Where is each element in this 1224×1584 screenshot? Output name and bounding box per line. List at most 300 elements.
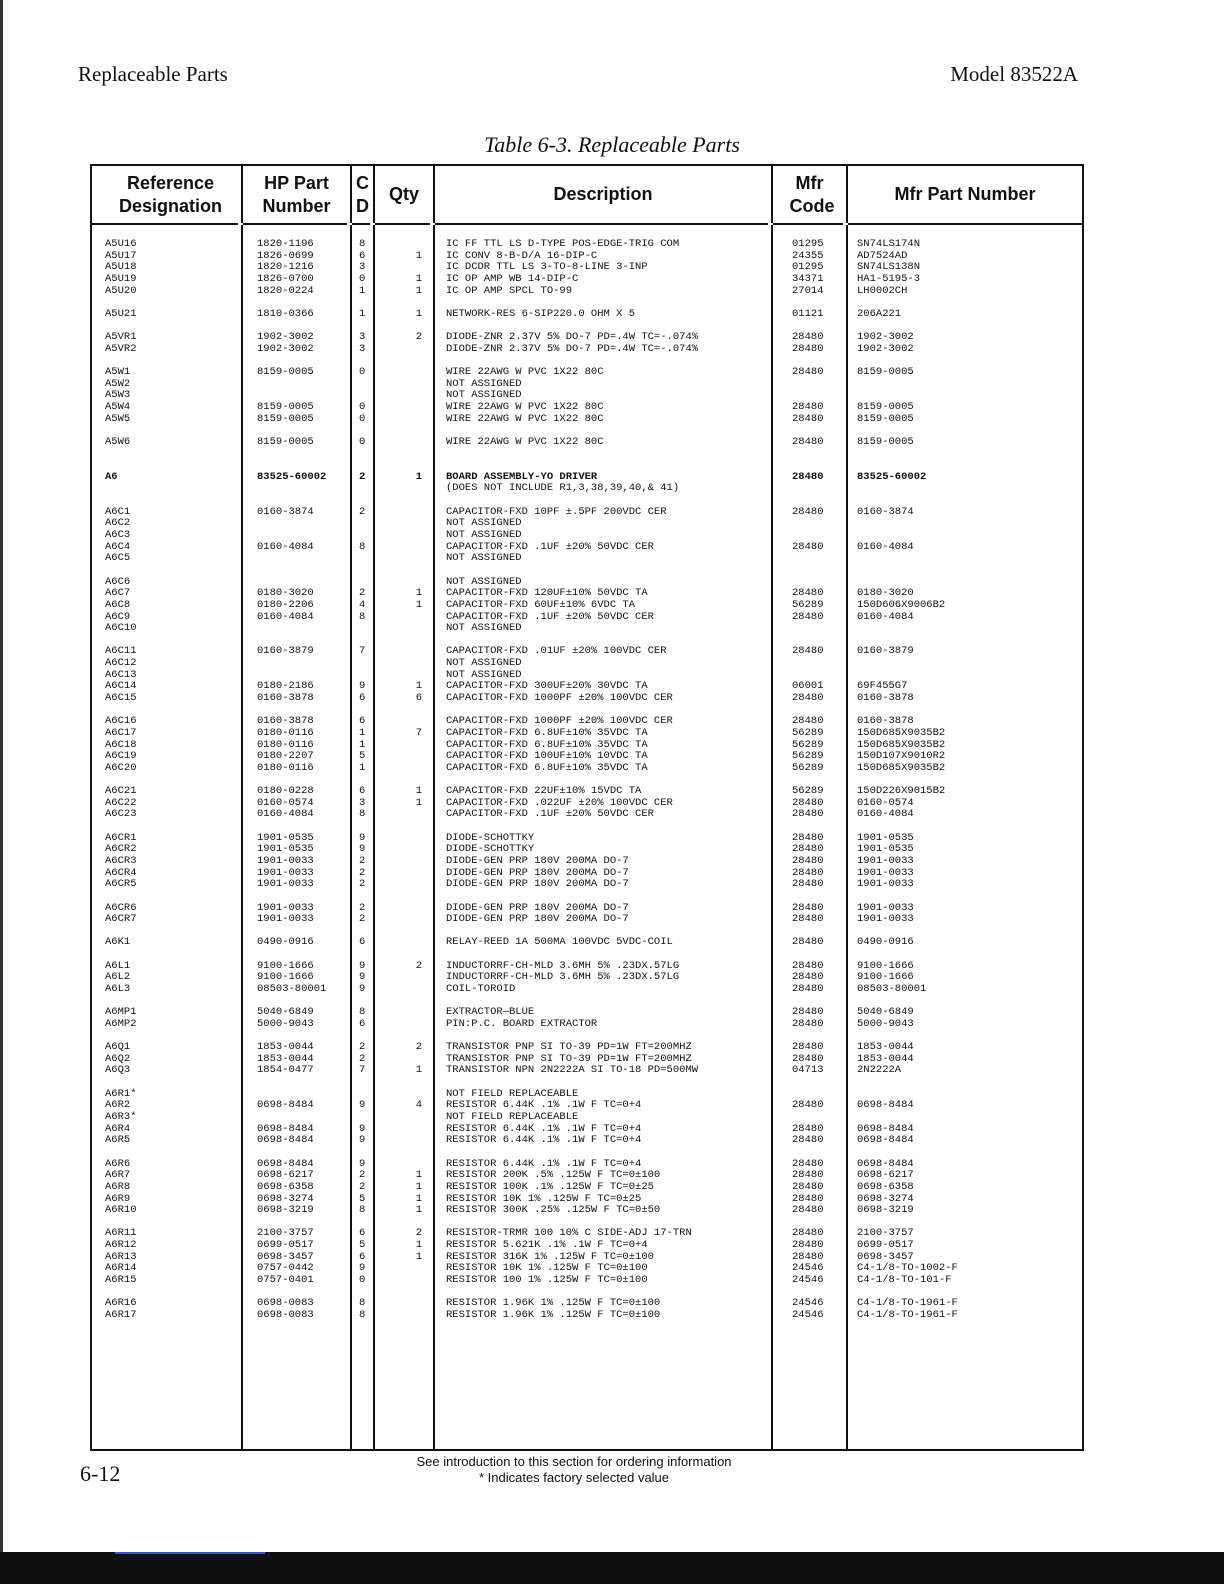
cell-mfr: 28480 xyxy=(792,1017,824,1030)
cell-mfr: 01121 xyxy=(792,307,824,320)
running-header-left: Replaceable Parts xyxy=(78,62,228,86)
cell-ref: A6MP1 xyxy=(105,1006,137,1019)
cell-desc: CAPACITOR-FXD .01UF ±20% 100VDC CER xyxy=(446,645,667,658)
cell-desc: NOT ASSIGNED xyxy=(446,668,522,681)
cell-cd: 6 xyxy=(359,249,366,262)
cell-ref: A6L3 xyxy=(105,983,131,995)
cell-mpn: 1901-0033 xyxy=(857,878,914,891)
cell-hp: 0698-0083 xyxy=(257,1308,314,1321)
cell-ref: A6R11 xyxy=(105,1227,137,1240)
cell-ref: A6R13 xyxy=(105,1250,137,1263)
cell-hp: 1853-0044 xyxy=(257,1052,314,1065)
cell-desc: NOT FIELD REPLACEABLE xyxy=(446,1087,579,1100)
running-header-right: Model 83522A xyxy=(950,62,1078,86)
cell-mfr: 56289 xyxy=(792,785,824,798)
cell-ref: A5W6 xyxy=(105,435,131,448)
cell-ref: A6R8 xyxy=(105,1180,131,1193)
table-row xyxy=(0,414,1224,426)
cell-desc: RESISTOR 6.44K .1% .1W F TC=0+4 xyxy=(446,1122,642,1135)
cell-cd: 9 xyxy=(359,1134,366,1147)
cell-ref: A5W1 xyxy=(105,366,131,379)
column-header-mfr-code xyxy=(773,166,846,223)
cell-mpn: 0698-8484 xyxy=(857,1134,914,1147)
cell-ref: A5VR1 xyxy=(105,331,137,344)
table-row xyxy=(0,1019,1224,1031)
cell-hp: 1901-0033 xyxy=(257,913,314,926)
cell-desc: DIODE-SCHOTTKY xyxy=(446,831,535,844)
cell-cd: 2 xyxy=(359,878,366,891)
cell-hp: 0180-2207 xyxy=(257,750,314,763)
cell-mfr: 28480 xyxy=(792,983,824,995)
cell-mfr: 56289 xyxy=(792,598,824,611)
cell-cd: 6 xyxy=(359,715,366,728)
cell-cd: 0 xyxy=(359,1274,366,1287)
cell-cd: 2 xyxy=(359,866,366,879)
table-row xyxy=(0,1310,1224,1322)
cell-mfr: 28480 xyxy=(792,1041,824,1054)
cell-hp: 0180-0116 xyxy=(257,738,314,751)
table-row xyxy=(0,367,1224,379)
column-header-description xyxy=(435,166,771,223)
table-row xyxy=(0,1135,1224,1147)
cell-hp: 0180-0116 xyxy=(257,761,314,774)
cell-ref: A6CR2 xyxy=(105,843,137,856)
cell-mfr: 04713 xyxy=(792,1064,824,1077)
scan-blue-mark xyxy=(115,1552,265,1554)
table-row xyxy=(0,239,1224,251)
cell-mpn: HA1-5195-3 xyxy=(857,272,921,285)
cell-ref: A6R6 xyxy=(105,1157,131,1170)
cell-ref: A6R17 xyxy=(105,1308,137,1321)
cell-qty: 1 xyxy=(415,470,422,483)
cell-ref: A6R16 xyxy=(105,1297,137,1310)
cell-desc: RESISTOR 5.621K .1% .1W F TC=0+4 xyxy=(446,1239,648,1252)
cell-ref: A6C5 xyxy=(105,552,131,565)
cell-mpn: 1902-3002 xyxy=(857,331,914,344)
cell-desc: DIODE-GEN PRP 180V 200MA DO-7 xyxy=(446,901,629,914)
cell-mfr: 28480 xyxy=(792,866,824,879)
cell-mfr: 28480 xyxy=(792,1134,824,1147)
cell-mfr: 24546 xyxy=(792,1262,824,1275)
cell-qty: 4 xyxy=(415,1099,422,1112)
cell-hp: 2100-3757 xyxy=(257,1227,314,1240)
cell-desc: CAPACITOR-FXD .1UF ±20% 50VDC CER xyxy=(446,610,654,623)
cell-cd: 8 xyxy=(359,540,366,553)
cell-desc: CAPACITOR-FXD .1UF ±20% 50VDC CER xyxy=(446,540,654,553)
cell-cd: 6 xyxy=(359,691,366,704)
table-row xyxy=(0,1100,1224,1112)
cell-ref: A6R9 xyxy=(105,1192,131,1205)
cell-desc: INDUCTORRF-CH-MLD 3.6MH 5% .23DX.57LG xyxy=(446,959,680,972)
cell-cd: 9 xyxy=(359,959,366,972)
cell-desc: IC OP AMP WB 14-DIP-C xyxy=(446,272,579,285)
cell-ref: A5W2 xyxy=(105,377,131,390)
cell-hp: 8159-0005 xyxy=(257,412,314,425)
cell-desc: WIRE 22AWG W PVC 1X22 80C xyxy=(446,435,604,448)
cell-mpn: AD7524AD xyxy=(857,249,908,262)
table-row xyxy=(0,1205,1224,1217)
column-header-qty xyxy=(375,166,433,223)
cell-ref: A6C20 xyxy=(105,761,137,774)
cell-mpn: C4-1/8-TO-1002-F xyxy=(857,1262,958,1275)
table-row xyxy=(0,1182,1224,1194)
cell-ref: A6L1 xyxy=(105,959,131,972)
cell-desc: CAPACITOR-FXD 6.8UF±10% 35VDC TA xyxy=(446,738,648,751)
header-rule-gap xyxy=(347,223,352,225)
cell-desc: NOT ASSIGNED xyxy=(446,657,522,670)
row-spacer xyxy=(0,949,1224,961)
cell-desc: CAPACITOR-FXD .022UF ±20% 100VDC CER xyxy=(446,796,673,809)
cell-cd: 8 xyxy=(359,238,366,250)
cell-mpn: 5000-9043 xyxy=(857,1017,914,1030)
cell-hp: 1901-0033 xyxy=(257,866,314,879)
cell-mfr: 28480 xyxy=(792,808,824,821)
cell-cd: 5 xyxy=(359,750,366,763)
cell-qty: 2 xyxy=(415,959,422,972)
cell-hp: 8159-0005 xyxy=(257,366,314,379)
cell-desc: RESISTOR 10K 1% .125W F TC=0±100 xyxy=(446,1262,648,1275)
cell-cd: 2 xyxy=(359,913,366,926)
cell-mpn: 0490-0916 xyxy=(857,936,914,949)
cell-cd: 0 xyxy=(359,272,366,285)
cell-cd: 2 xyxy=(359,1180,366,1193)
cell-hp: 0160-3874 xyxy=(257,505,314,518)
cell-mfr: 28480 xyxy=(792,1099,824,1112)
table-row xyxy=(0,1240,1224,1252)
table-row xyxy=(0,553,1224,565)
cell-mfr: 28480 xyxy=(792,901,824,914)
cell-cd: 2 xyxy=(359,505,366,518)
scan-bottom-border xyxy=(0,1552,1224,1584)
column-header-hp-part xyxy=(243,166,350,223)
table-row xyxy=(0,763,1224,775)
cell-ref: A6C13 xyxy=(105,668,137,681)
table-row xyxy=(0,646,1224,658)
cell-hp: 1820-1196 xyxy=(257,238,314,250)
cell-ref: A5U16 xyxy=(105,238,137,250)
cell-ref: A6C4 xyxy=(105,540,131,553)
cell-mfr: 28480 xyxy=(792,1052,824,1065)
cell-mpn: 9100-1666 xyxy=(857,971,914,984)
cell-cd: 9 xyxy=(359,1262,366,1275)
row-spacer xyxy=(0,1077,1224,1089)
cell-hp: 8159-0005 xyxy=(257,400,314,413)
cell-mpn: 1901-0033 xyxy=(857,913,914,926)
cell-qty: 1 xyxy=(415,796,422,809)
cell-mfr: 28480 xyxy=(792,1180,824,1193)
table-row xyxy=(0,856,1224,868)
table-row xyxy=(0,984,1224,996)
table-row xyxy=(0,518,1224,530)
cell-mpn: 0698-3274 xyxy=(857,1192,914,1205)
table-row xyxy=(0,274,1224,286)
cell-ref: A5U18 xyxy=(105,261,137,274)
cell-mfr: 28480 xyxy=(792,913,824,926)
header-rule-gap xyxy=(843,223,848,225)
cell-hp: 0698-8484 xyxy=(257,1134,314,1147)
cell-mfr: 28480 xyxy=(792,878,824,891)
cell-qty: 1 xyxy=(415,1250,422,1263)
column-header-cd xyxy=(352,166,373,223)
cell-desc: RESISTOR 6.44K .1% .1W F TC=0+4 xyxy=(446,1099,642,1112)
column-header-reference xyxy=(100,166,241,223)
cell-cd: 5 xyxy=(359,1192,366,1205)
cell-mpn: 1901-0535 xyxy=(857,843,914,856)
cell-hp: 8159-0005 xyxy=(257,435,314,448)
cell-hp: 0160-4084 xyxy=(257,540,314,553)
cell-hp: 0160-3878 xyxy=(257,715,314,728)
cell-desc: CAPACITOR-FXD .1UF ±20% 50VDC CER xyxy=(446,808,654,821)
cell-desc: RESISTOR 10K 1% .125W F TC=0±25 xyxy=(446,1192,642,1205)
cell-cd: 9 xyxy=(359,1122,366,1135)
cell-desc: IC DCDR TTL LS 3-TO-8-LINE 3-INP xyxy=(446,261,648,274)
cell-ref: A6R5 xyxy=(105,1134,131,1147)
cell-desc: CAPACITOR-FXD 10PF ±.5PF 200VDC CER xyxy=(446,505,667,518)
header-rule-gap xyxy=(370,223,375,225)
table-row xyxy=(0,623,1224,635)
cell-hp: 1810-0366 xyxy=(257,307,314,320)
cell-desc: RESISTOR 200K .5% .125W F TC=0±100 xyxy=(446,1169,661,1182)
cell-mpn: 0160-4084 xyxy=(857,808,914,821)
cell-qty: 1 xyxy=(415,598,422,611)
cell-ref: A6C19 xyxy=(105,750,137,763)
cell-mpn: 0160-3874 xyxy=(857,505,914,518)
cell-cd: 2 xyxy=(359,1052,366,1065)
cell-mfr: 28480 xyxy=(792,610,824,623)
cell-mpn: C4-1/8-TO-1961-F xyxy=(857,1308,958,1321)
cell-qty: 1 xyxy=(415,1192,422,1205)
table-row xyxy=(0,937,1224,949)
cell-cd: 6 xyxy=(359,936,366,949)
cell-desc: NETWORK-RES 6-SIP220.0 OHM X 5 xyxy=(446,307,636,320)
cell-desc: RESISTOR 6.44K .1% .1W F TC=0+4 xyxy=(446,1134,642,1147)
cell-cd: 5 xyxy=(359,1239,366,1252)
cell-mpn: 8159-0005 xyxy=(857,366,914,379)
cell-desc: DIODE-ZNR 2.37V 5% DO-7 PD=.4W TC=-.074% xyxy=(446,342,699,355)
cell-mpn: 8159-0005 xyxy=(857,400,914,413)
cell-desc: TRANSISTOR PNP SI TO-39 PD=1W FT=200MHZ xyxy=(446,1041,692,1054)
cell-mpn: 0698-8484 xyxy=(857,1099,914,1112)
cell-mfr: 24355 xyxy=(792,249,824,262)
cell-ref: A6C10 xyxy=(105,622,137,635)
column-header-mfr-part xyxy=(848,166,1082,223)
cell-hp: 08503-80001 xyxy=(257,983,327,995)
cell-qty: 1 xyxy=(415,1169,422,1182)
table-row xyxy=(0,600,1224,612)
table-row xyxy=(0,1065,1224,1077)
cell-cd: 9 xyxy=(359,971,366,984)
cell-mpn: 150D685X9035B2 xyxy=(857,738,946,751)
column-header-mfr-part-text: Mfr Part Number xyxy=(894,184,1036,204)
cell-mpn: 2N2222A xyxy=(857,1064,902,1077)
cell-hp: 0160-4084 xyxy=(257,610,314,623)
cell-cd: 7 xyxy=(359,1064,366,1077)
cell-desc: NOT ASSIGNED xyxy=(446,575,522,588)
cell-mfr: 56289 xyxy=(792,738,824,751)
cell-desc: RESISTOR 100K .1% .125W F TC=0±25 xyxy=(446,1180,654,1193)
cell-hp: 0757-0401 xyxy=(257,1274,314,1287)
cell-hp: 0698-8484 xyxy=(257,1157,314,1170)
cell-desc: RESISTOR 6.44K .1% .1W F TC=0+4 xyxy=(446,1157,642,1170)
cell-cd: 0 xyxy=(359,435,366,448)
cell-ref: A6C22 xyxy=(105,796,137,809)
cell-hp: 0699-0517 xyxy=(257,1239,314,1252)
cell-mpn: 1901-0033 xyxy=(857,866,914,879)
cell-cd: 6 xyxy=(359,1017,366,1030)
cell-qty: 1 xyxy=(415,1180,422,1193)
cell-qty: 1 xyxy=(415,1239,422,1252)
cell-mpn: 0160-4084 xyxy=(857,540,914,553)
cell-mfr: 56289 xyxy=(792,726,824,739)
cell-desc: WIRE 22AWG W PVC 1X22 80C xyxy=(446,412,604,425)
cell-hp: 0698-8484 xyxy=(257,1122,314,1135)
cell-cd: 0 xyxy=(359,366,366,379)
cell-cd: 3 xyxy=(359,331,366,344)
cell-mfr: 01295 xyxy=(792,261,824,274)
cell-mfr: 28480 xyxy=(792,843,824,856)
cell-cd: 9 xyxy=(359,831,366,844)
cell-qty: 6 xyxy=(415,691,422,704)
cell-ref: A6R14 xyxy=(105,1262,137,1275)
cell-desc: TRANSISTOR NPN 2N2222A SI TO-18 PD=500MW xyxy=(446,1064,699,1077)
cell-desc: DIODE-GEN PRP 180V 200MA DO-7 xyxy=(446,854,629,867)
cell-desc: DIODE-ZNR 2.37V 5% DO-7 PD=.4W TC=-.074% xyxy=(446,331,699,344)
cell-cd: 8 xyxy=(359,1297,366,1310)
cell-cd: 3 xyxy=(359,796,366,809)
cell-mpn: 83525-60002 xyxy=(857,470,927,483)
cell-mfr: 28480 xyxy=(792,435,824,448)
cell-mfr: 28480 xyxy=(792,959,824,972)
cell-desc: TRANSISTOR PNP SI TO-39 PD=1W FT=200MHZ xyxy=(446,1052,692,1065)
cell-qty: 1 xyxy=(415,587,422,600)
cell-desc: DIODE-GEN PRP 180V 200MA DO-7 xyxy=(446,878,629,891)
cell-ref: A6Q1 xyxy=(105,1041,131,1054)
cell-ref: A6C8 xyxy=(105,598,131,611)
cell-hp: 1826-0700 xyxy=(257,272,314,285)
cell-hp: 1826-0699 xyxy=(257,249,314,262)
cell-desc: CAPACITOR-FXD 22UF±10% 15VDC TA xyxy=(446,785,642,798)
cell-cd: 1 xyxy=(359,284,366,297)
cell-ref: A6R2 xyxy=(105,1099,131,1112)
table-row xyxy=(0,1275,1224,1287)
row-spacer xyxy=(0,425,1224,437)
cell-mpn: 0698-6217 xyxy=(857,1169,914,1182)
table-row xyxy=(0,530,1224,542)
cell-mpn: 150D606X9006B2 xyxy=(857,598,946,611)
cell-mpn: 150D685X9035B2 xyxy=(857,761,946,774)
cell-cd: 8 xyxy=(359,610,366,623)
footer-note-ordering: See introduction to this section for ordering information xyxy=(416,1454,732,1469)
cell-mpn: 150D685X9035B2 xyxy=(857,726,946,739)
table-row xyxy=(0,833,1224,845)
cell-qty: 2 xyxy=(415,1041,422,1054)
row-spacer xyxy=(0,1147,1224,1159)
cell-desc: RESISTOR 1.96K 1% .125W F TC=0±100 xyxy=(446,1297,661,1310)
cell-mpn: 0180-3020 xyxy=(857,587,914,600)
cell-desc: DIODE-SCHOTTKY xyxy=(446,843,535,856)
table-title: Table 6-3. Replaceable Parts xyxy=(484,132,740,157)
cell-hp: 1901-0033 xyxy=(257,901,314,914)
cell-mpn: 1901-0535 xyxy=(857,831,914,844)
cell-mfr: 24546 xyxy=(792,1308,824,1321)
cell-hp: 0490-0916 xyxy=(257,936,314,949)
column-header-mfr-code-text: Mfr Code xyxy=(789,172,835,216)
cell-ref: A6Q3 xyxy=(105,1064,131,1077)
cell-desc: RESISTOR 316K 1% .125W F TC=0±100 xyxy=(446,1250,654,1263)
cell-mfr: 28480 xyxy=(792,691,824,704)
cell-mpn: 1902-3002 xyxy=(857,342,914,355)
parts-table-body xyxy=(0,239,1224,1322)
cell-mfr: 28480 xyxy=(792,505,824,518)
cell-cd: 9 xyxy=(359,843,366,856)
table-row xyxy=(0,914,1224,926)
column-header-hp-part-text: HP Part Number xyxy=(262,172,331,216)
cell-ref: A6C15 xyxy=(105,691,137,704)
cell-mpn: 1901-0033 xyxy=(857,901,914,914)
cell-mfr: 28480 xyxy=(792,1122,824,1135)
cell-cd: 2 xyxy=(359,854,366,867)
cell-qty: 2 xyxy=(415,1227,422,1240)
cell-ref: A5U21 xyxy=(105,307,137,320)
cell-ref: A6R7 xyxy=(105,1169,131,1182)
cell-ref: A6C17 xyxy=(105,726,137,739)
column-header-qty-text: Qty xyxy=(388,184,419,204)
cell-hp: 1901-0535 xyxy=(257,843,314,856)
table-row xyxy=(0,786,1224,798)
row-spacer xyxy=(0,821,1224,833)
cell-mpn: 0160-3879 xyxy=(857,645,914,658)
cell-mpn: 0698-3457 xyxy=(857,1250,914,1263)
cell-mfr: 28480 xyxy=(792,715,824,728)
header-rule-gap xyxy=(430,223,435,225)
cell-mfr: 28480 xyxy=(792,331,824,344)
table-row xyxy=(0,542,1224,554)
cell-cd: 6 xyxy=(359,1250,366,1263)
cell-desc: WIRE 22AWG W PVC 1X22 80C xyxy=(446,366,604,379)
cell-desc: IC OP AMP SPCL TO-99 xyxy=(446,284,573,297)
cell-hp: 0160-0574 xyxy=(257,796,314,809)
cell-cd: 4 xyxy=(359,598,366,611)
cell-hp: 1901-0033 xyxy=(257,878,314,891)
cell-mpn: 8159-0005 xyxy=(857,412,914,425)
cell-ref: A6K1 xyxy=(105,936,131,949)
cell-cd: 6 xyxy=(359,1227,366,1240)
cell-cd: 9 xyxy=(359,680,366,693)
cell-qty: 1 xyxy=(415,785,422,798)
cell-cd: 2 xyxy=(359,1041,366,1054)
cell-mfr: 56289 xyxy=(792,750,824,763)
cell-cd: 8 xyxy=(359,808,366,821)
cell-mfr: 34371 xyxy=(792,272,824,285)
cell-mpn: 1901-0033 xyxy=(857,854,914,867)
cell-cd: 2 xyxy=(359,470,366,483)
table-row xyxy=(0,658,1224,670)
cell-mpn: 5040-6849 xyxy=(857,1006,914,1019)
cell-hp: 0180-0228 xyxy=(257,785,314,798)
cell-ref: A5W4 xyxy=(105,400,131,413)
cell-hp: 0160-4084 xyxy=(257,808,314,821)
footer-note xyxy=(0,1454,1148,1486)
cell-desc: CAPACITOR-FXD 1000PF ±20% 100VDC CER xyxy=(446,715,673,728)
cell-mfr: 28480 xyxy=(792,400,824,413)
cell-cd: 3 xyxy=(359,342,366,355)
cell-ref: A6C3 xyxy=(105,529,131,542)
cell-desc: NOT ASSIGNED xyxy=(446,389,522,402)
cell-mpn: SN74LS174N xyxy=(857,238,921,250)
cell-hp: 0180-2186 xyxy=(257,680,314,693)
cell-mpn: 1853-0044 xyxy=(857,1052,914,1065)
cell-ref: A6C12 xyxy=(105,657,137,670)
